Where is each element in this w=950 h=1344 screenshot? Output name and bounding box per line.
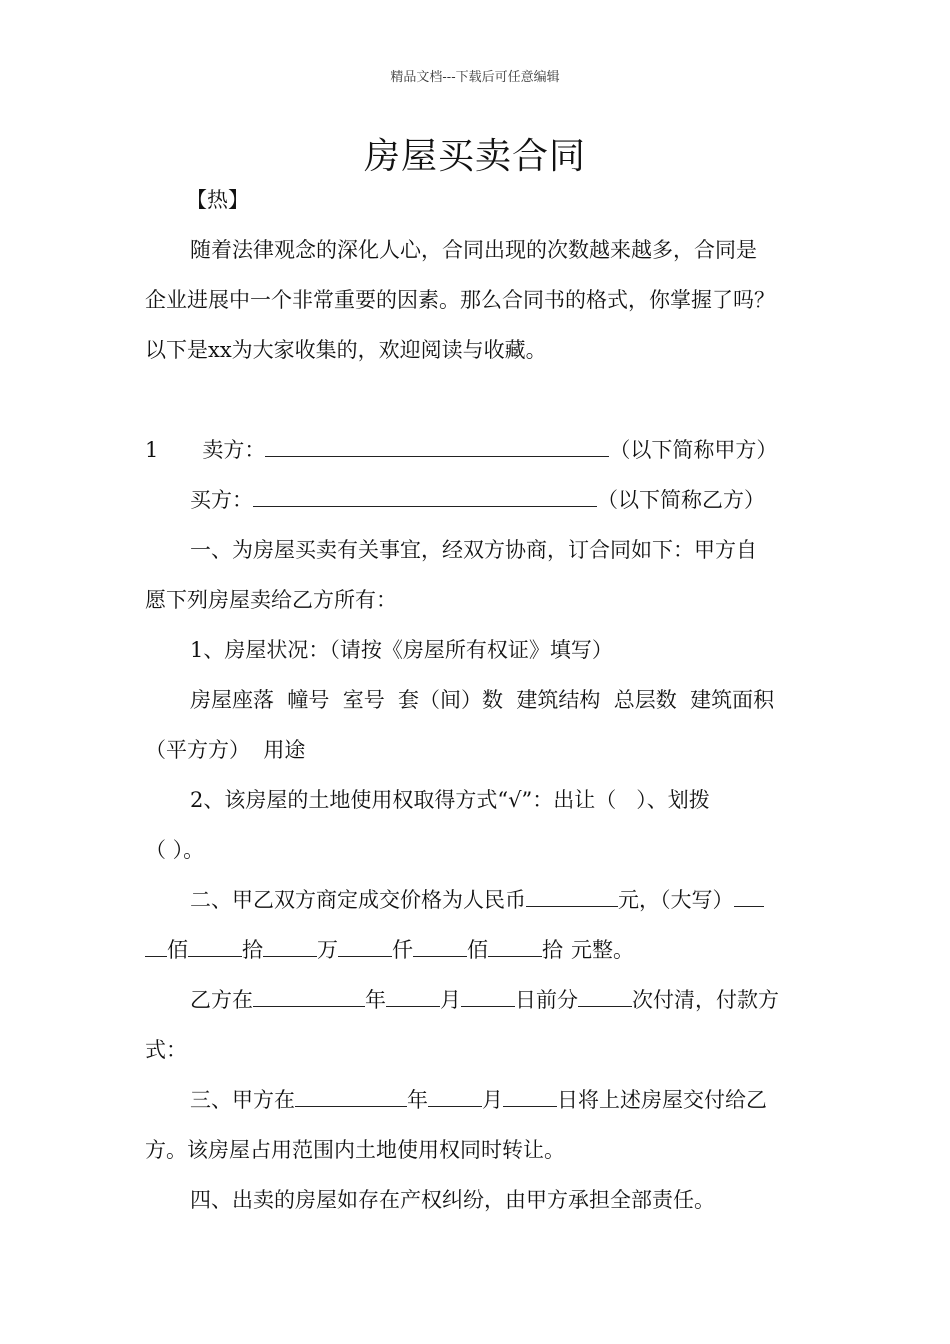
clause3-month: 月 [482, 1088, 503, 1112]
delivery-month-blank[interactable] [428, 1086, 482, 1107]
payment-line-1 [190, 986, 779, 1014]
house-fields-line-1: 房屋座落 幢号 室号 套（间）数 建筑结构 总层数 建筑面积 [190, 688, 775, 712]
intro-line-2: 企业进展中一个非常重要的因素。那么合同书的格式，你掌握了吗？ [145, 288, 775, 312]
amount-blank[interactable] [488, 936, 542, 957]
delivery-year-blank[interactable] [295, 1086, 407, 1107]
clause3-line-2: 方。该房屋占用范围内土地使用权同时转让。 [145, 1138, 565, 1162]
clause1-line-1: 一、为房屋买卖有关事宜，经双方协商，订合同如下：甲方自 [190, 538, 757, 562]
intro-line-3: 以下是xx为大家收集的，欢迎阅读与收藏。 [145, 338, 547, 362]
unit-label: 拾 [542, 938, 563, 962]
payment-text-a: 乙方在 [190, 988, 253, 1012]
buyer-label: 买方： [190, 488, 253, 512]
buyer-blank[interactable] [253, 486, 597, 507]
item2-line-2: （ ）。 [145, 838, 205, 862]
hot-tag: 【热】 [186, 188, 249, 212]
page-header: 精品文档---下载后可任意编辑 [390, 70, 560, 85]
item2-line-1: 2、该房屋的土地使用权取得方式“√”：出让（ ）、划拨 [190, 788, 710, 812]
seller-label: 卖方： [202, 438, 266, 462]
buyer-line [190, 486, 765, 514]
amount-blank[interactable] [188, 936, 242, 957]
clause3-text-a: 三、甲方在 [190, 1088, 295, 1112]
unit-label: 佰 [167, 938, 188, 962]
payment-year-blank[interactable] [253, 986, 365, 1007]
unit-label: 拾 [242, 938, 263, 962]
amount-blank[interactable] [263, 936, 317, 957]
clause3-day: 日将上述房屋交付给乙 [557, 1088, 767, 1112]
clause2-line-2 [145, 936, 634, 964]
delivery-day-blank[interactable] [503, 1086, 557, 1107]
unit-label: 佰 [467, 938, 488, 962]
payment-day: 日前分 [515, 988, 578, 1012]
payment-year: 年 [365, 988, 386, 1012]
amount-blank-lead[interactable] [734, 886, 764, 907]
amount-blank[interactable] [413, 936, 467, 957]
clause3-year: 年 [407, 1088, 428, 1112]
buyer-suffix: （以下简称乙方） [597, 488, 765, 512]
seller-blank[interactable] [265, 436, 609, 457]
house-fields-line-2: （平方方） 用途 [145, 738, 306, 762]
clause3-line-1 [190, 1086, 767, 1114]
payment-times-blank[interactable] [578, 986, 632, 1007]
item1-line: 1、房屋状况：（请按《房屋所有权证》填写） [190, 638, 613, 662]
payment-month-blank[interactable] [386, 986, 440, 1007]
clause2-text-a: 二、甲乙双方商定成交价格为人民币 [190, 888, 526, 912]
seller-number: 1 [145, 438, 159, 462]
intro-line-1: 随着法律观念的深化人心，合同出现的次数越来越多，合同是 [190, 238, 757, 262]
clause2-end: 元整。 [571, 938, 634, 962]
clause4-line: 四、出卖的房屋如存在产权纠纷，由甲方承担全部责任。 [190, 1188, 715, 1212]
payment-line-2: 式： [145, 1038, 187, 1062]
document-title: 房屋买卖合同 [363, 136, 586, 177]
payment-day-blank[interactable] [461, 986, 515, 1007]
price-blank[interactable] [526, 886, 618, 907]
clause2-line-1 [190, 886, 764, 914]
clause1-line-2: 愿下列房屋卖给乙方所有： [145, 588, 397, 612]
payment-times: 次付清，付款方 [632, 988, 779, 1012]
seller-suffix: （以下简称甲方） [609, 438, 778, 462]
unit-label: 万 [317, 938, 338, 962]
payment-month: 月 [440, 988, 461, 1012]
amount-blank[interactable] [145, 936, 167, 957]
seller-line [145, 436, 777, 464]
amount-blank[interactable] [338, 936, 392, 957]
clause2-text-b: 元，（大写） [618, 888, 734, 912]
unit-label: 仟 [392, 938, 413, 962]
